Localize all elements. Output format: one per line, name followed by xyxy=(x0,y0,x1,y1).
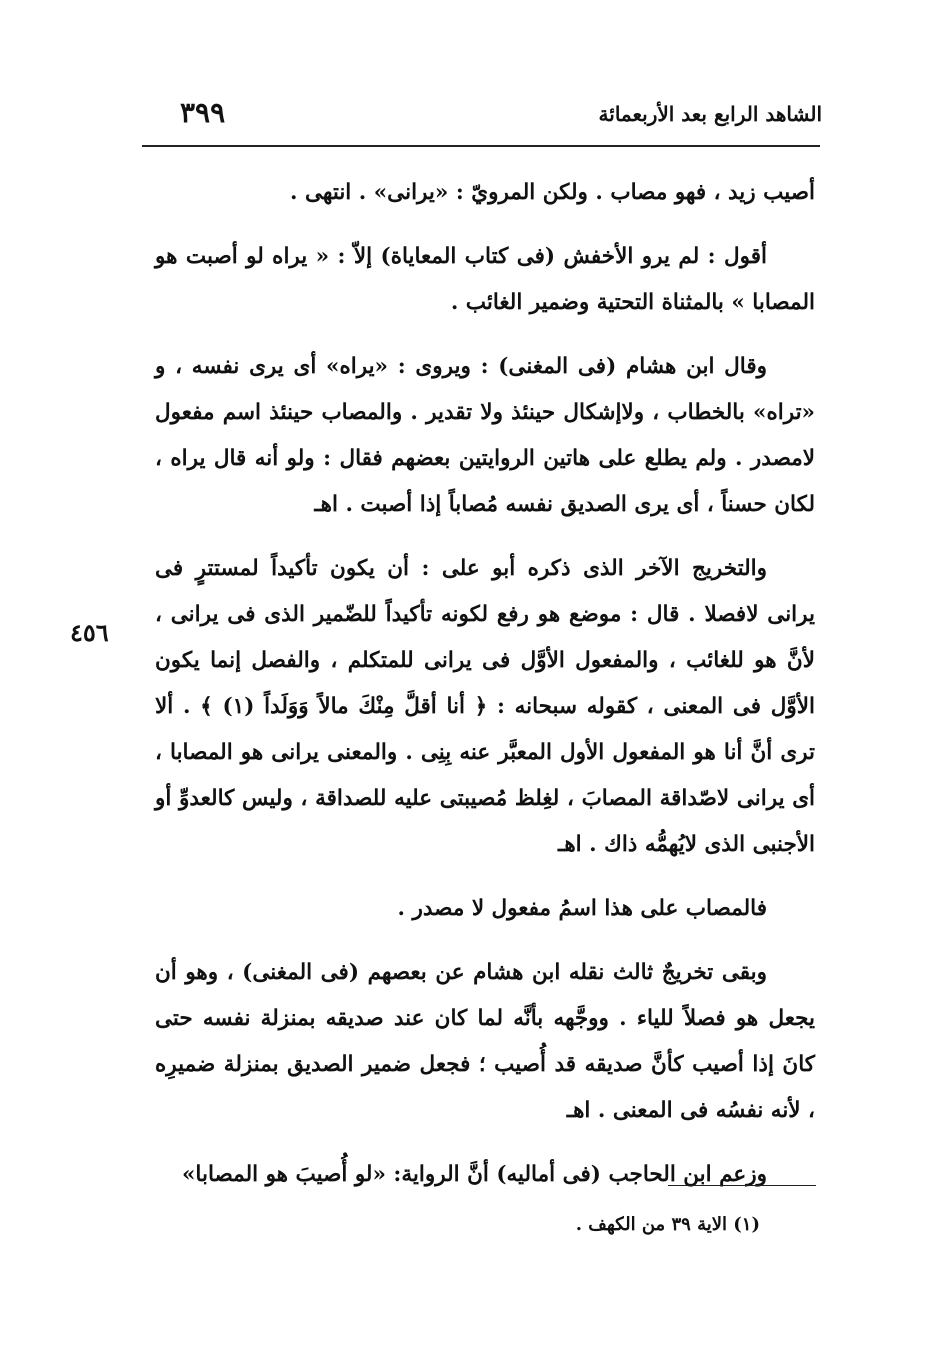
paragraph: وبقى تخريجٌ ثالث نقله ابن هشام عن بعصهم (فى المغنى) ، وهو أن يجعل هو فصلاً للياء . ووجَّهه بأنَّه لما كان عند صديقه بمنزلة نفسه حتى كانَ إذا أصيب كأنَّ صديقه قد أُصيب ؛ فجعل ضمير الصديق بمنزلة ضميرِه ، لأنه نفسُه فى المعنى . اهـ xyxy=(155,960,815,1123)
paragraph: وقال ابن هشام (فى المغنى) : ويروى : «يراه» أى يرى نفسه ، و «تراه» بالخطاب ، ولاإشكال حينئذ ولا تقدير . والمصاب حينئذ اسم مفعول لامصدر . ولم يطلع على هاتين الروايتين بعضهم فقال : ولو أنه قال يراه ، لكان حسناً ، أى يرى الصديق نفسه مُصاباً إذا أصبت . اهـ xyxy=(155,354,815,517)
paragraph: أقول : لم يرو الأخفش (فى كتاب المعاياة) إلاّ : « يراه لو أصبت هو المصابا » بالمثناة التحتية وضمير الغائب . xyxy=(155,244,815,315)
running-head: الشاهد الرابع بعد الأربعمائة xyxy=(598,102,822,126)
page-header xyxy=(150,94,822,142)
paragraph: أصيب زيد ، فهو مصاب . ولكن المرويّ : «يرانى» . انتهى . xyxy=(290,180,815,205)
header-rule xyxy=(142,145,820,147)
footnote-rule xyxy=(668,1185,816,1186)
footnote: (١) الاية ٣٩ من الكهف . xyxy=(575,1214,760,1235)
body-text xyxy=(155,170,815,1216)
paragraph: وزعم ابن الحاجب (فى أماليه) أنَّ الرواية: «لو أُصيبَ هو المصابا» xyxy=(181,1162,767,1187)
margin-reference-number: ٤٥٦ xyxy=(70,618,109,647)
paragraph: والتخريج الآخر الذى ذكره أبو على : أن يكون تأكيداً لمستترٍ فى يرانى لافصلا . قال : موضع هو رفع لكونه تأكيداً للضّمير الذى فى يرانى ، لأنَّ هو للغائب ، والمفعول الأوَّل فى يرانى للمتكلم ، والفصل إنما يكون الأوَّل فى المعنى ، كقوله سبحانه : ﴿ أنا أقلَّ مِنْكَ مالاً وَوَلَداً (١) ﴾ . ألا ترى أنَّ أنا هو المفعول الأول المعبَّر عنه بِنِى . والمعنى يرانى هو المصابا ، أى يرانى لاصّداقة المصابَ ، لغِلظ مُصيبتى عليه للصداقة ، وليس كالعدوِّ أو الأجنبى الذى لايُهمُّه ذاك . اهـ xyxy=(155,556,815,857)
page-number: ٣٩٩ xyxy=(180,96,226,129)
paragraph: فالمصاب على هذا اسمُ مفعول لا مصدر . xyxy=(397,896,767,921)
